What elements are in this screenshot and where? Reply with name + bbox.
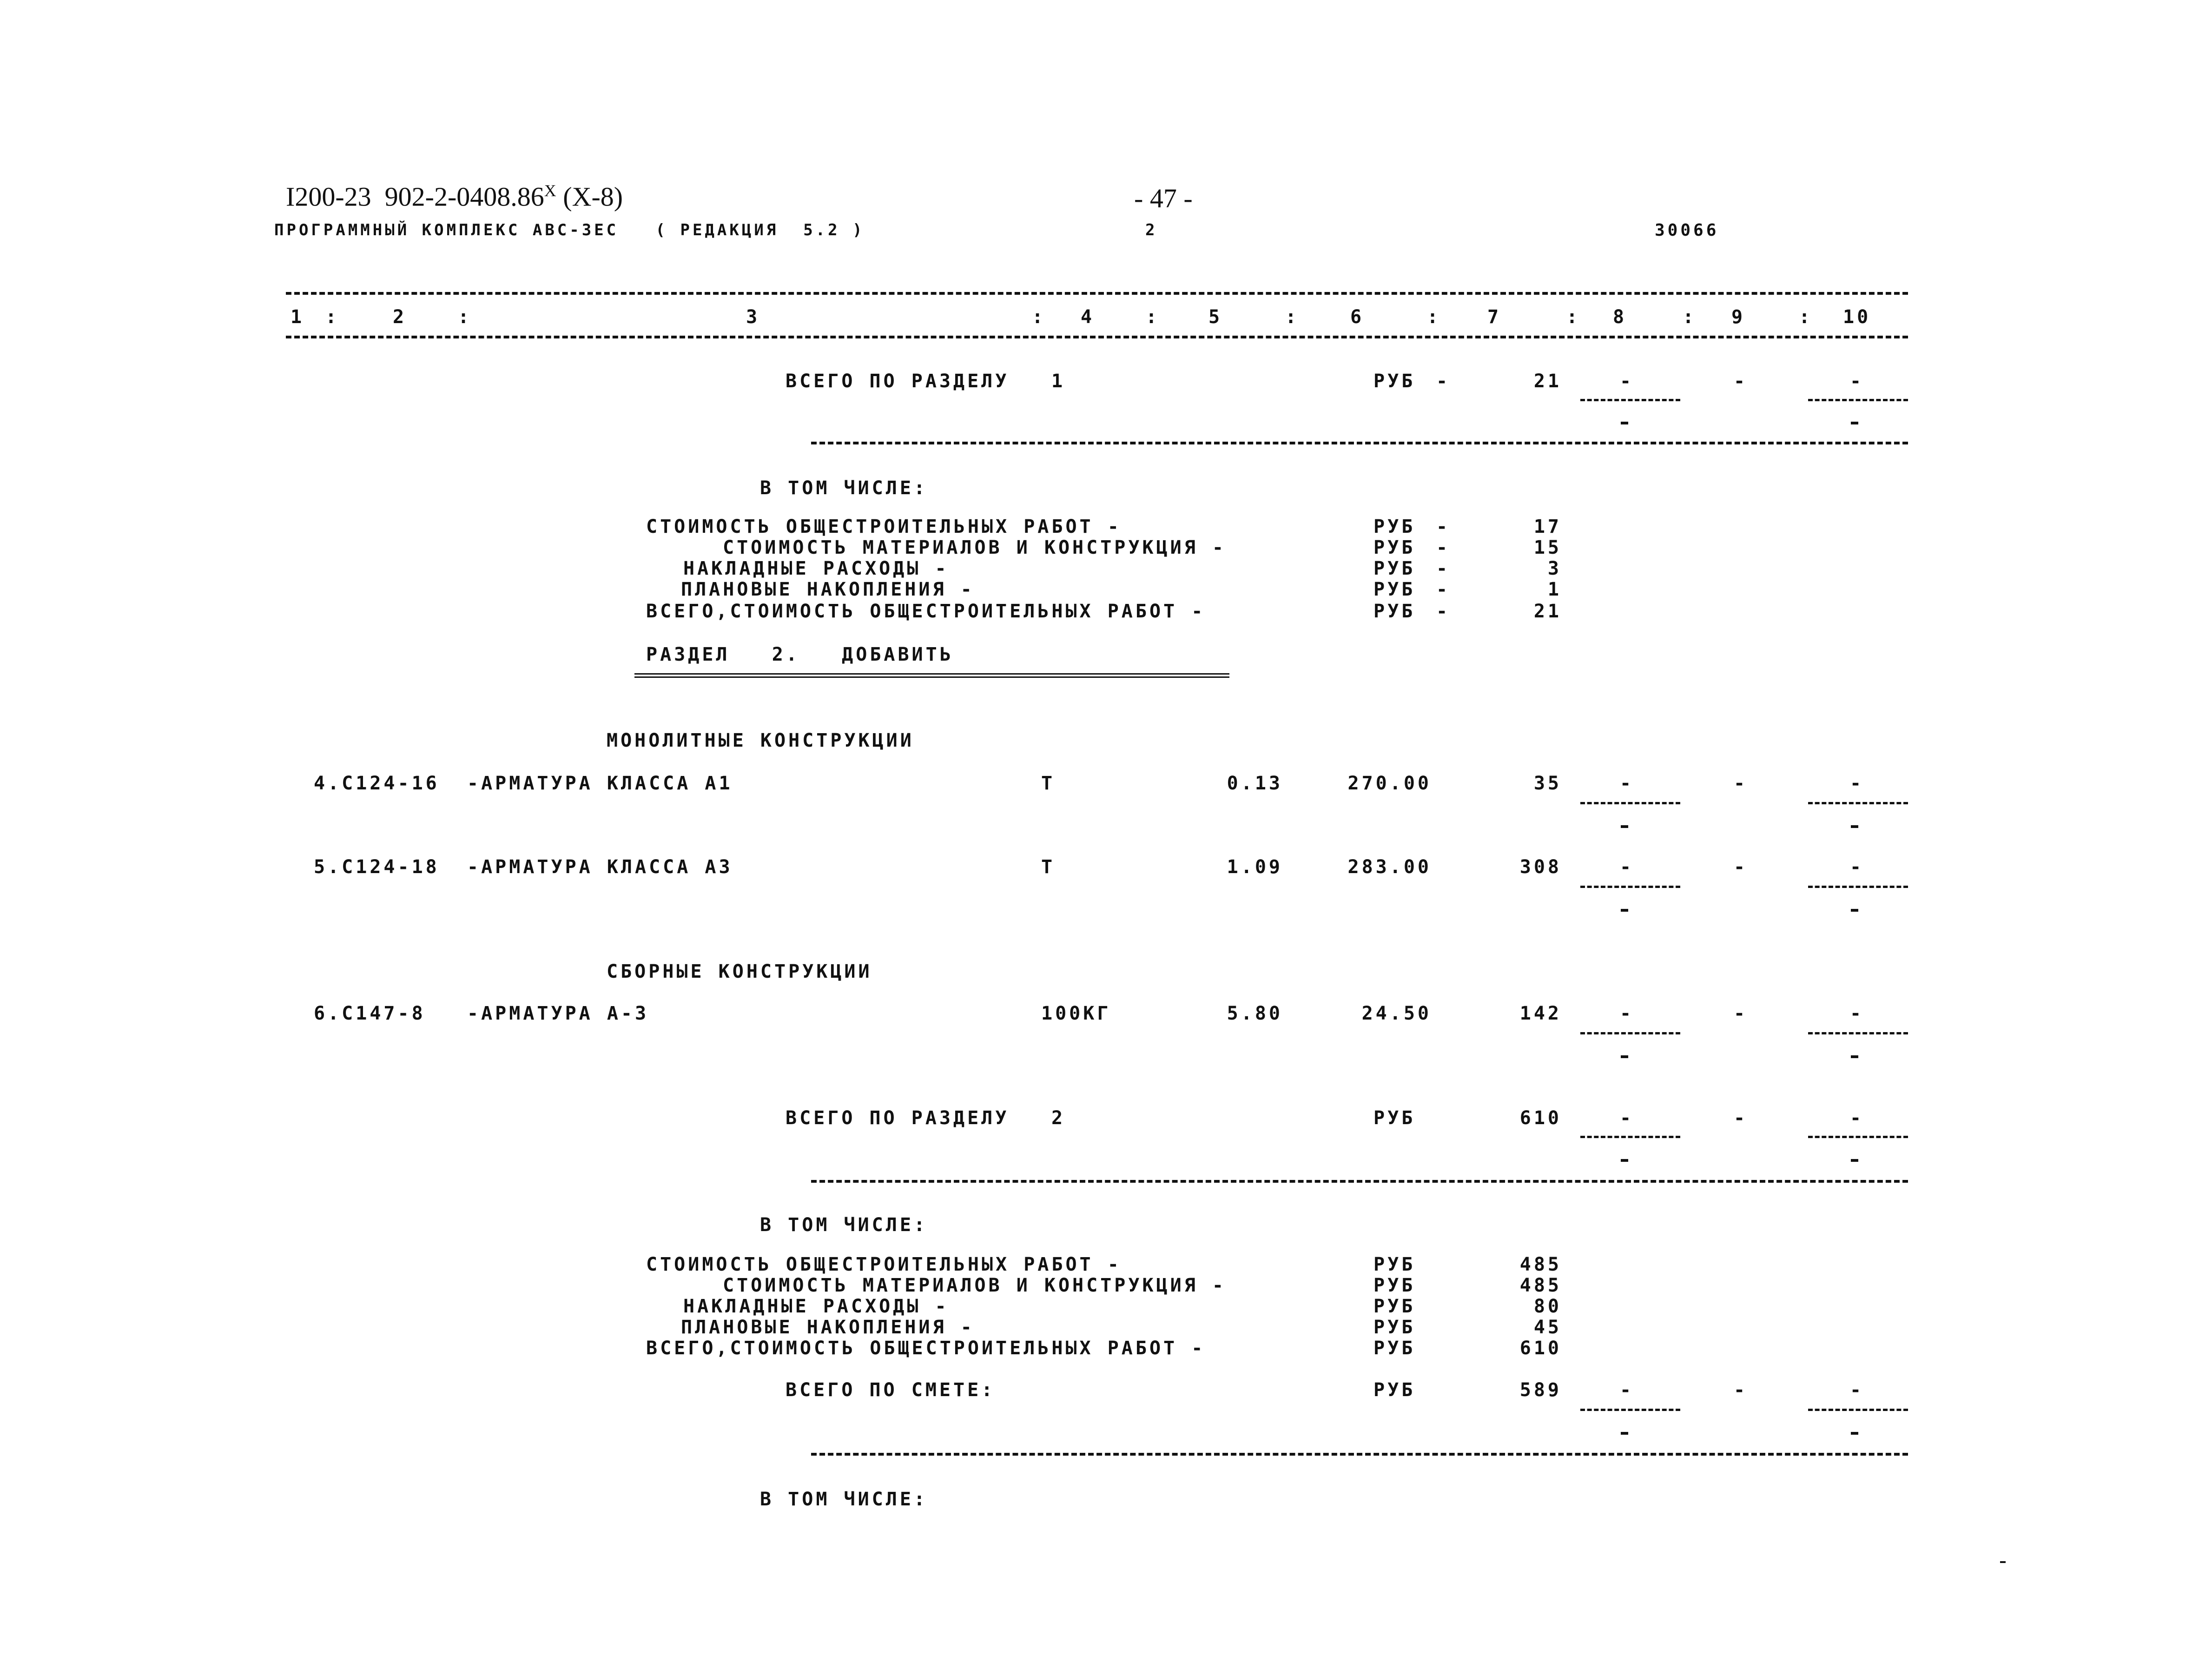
col-8: 8 <box>1613 306 1627 328</box>
breakdown-value: 15 <box>1533 537 1562 558</box>
breakdown-value: 45 <box>1533 1317 1562 1338</box>
item-total: 35 <box>1533 773 1562 794</box>
total-label: ВСЕГО ПО РАЗДЕЛУ <box>786 371 1010 392</box>
item-quantity: 0.13 <box>1227 773 1283 794</box>
item-unit: Т <box>1041 773 1056 794</box>
item-unit: Т <box>1041 856 1056 878</box>
col10-value: - <box>1850 371 1864 392</box>
breakdown-value: 21 <box>1533 601 1562 622</box>
col10-underline <box>1808 399 1908 401</box>
col9-value: - <box>1734 371 1748 392</box>
estimate-total-label: ВСЕГО ПО СМЕТЕ: <box>786 1379 996 1401</box>
col-5: 5 <box>1208 306 1223 328</box>
col10-subvalue <box>1851 1055 1858 1058</box>
col-sep: : <box>1285 306 1300 328</box>
col10-subvalue <box>1851 825 1858 828</box>
section-2-underline <box>634 673 1229 678</box>
item-code: 5.С124-18 <box>314 856 440 878</box>
estimate-rule <box>811 1453 1908 1456</box>
col10-value: - <box>1850 773 1864 794</box>
breakdown-unit: РУБ <box>1373 1275 1416 1296</box>
breakdown-value: 80 <box>1533 1296 1562 1317</box>
breakdown-value: 17 <box>1533 516 1562 537</box>
col10-value: - <box>1850 1379 1864 1401</box>
col-sep: : <box>1146 306 1160 328</box>
col8-value: - <box>1620 1107 1634 1129</box>
col8-underline <box>1580 1136 1680 1138</box>
col9-value: - <box>1734 1003 1748 1024</box>
col-10: 10 <box>1843 306 1871 328</box>
total-value: 21 <box>1533 371 1562 392</box>
breakdown-unit: РУБ <box>1373 1317 1416 1338</box>
total-section-number: 1 <box>1051 371 1066 392</box>
document-code-sup: X <box>544 181 556 200</box>
breakdown-value: 610 <box>1519 1338 1562 1359</box>
breakdown-label: ПЛАНОВЫЕ НАКОПЛЕНИЯ - <box>681 579 975 600</box>
col8-subvalue <box>1621 909 1628 912</box>
col-sep: : <box>1566 306 1581 328</box>
col-4: 4 <box>1081 306 1095 328</box>
item-unit: 100КГ <box>1041 1003 1111 1024</box>
breakdown-dash: - <box>1436 579 1451 600</box>
col8-underline <box>1580 1032 1680 1034</box>
total-unit: РУБ <box>1373 371 1416 392</box>
estimate-total-value: 589 <box>1519 1379 1562 1401</box>
col8-underline <box>1580 399 1680 401</box>
breakdown-label: НАКЛАДНЫЕ РАСХОДЫ - <box>683 558 949 579</box>
col10-underline <box>1808 1136 1908 1138</box>
col8-subvalue <box>1621 1055 1628 1058</box>
breakdown-unit: РУБ <box>1373 1338 1416 1359</box>
breakdown-unit: РУБ <box>1373 1254 1416 1275</box>
col10-value: - <box>1850 856 1864 878</box>
col10-subvalue <box>1851 909 1858 912</box>
col-sep: : <box>1427 306 1441 328</box>
col8-value: - <box>1620 1003 1634 1024</box>
group-title-prefab: СБОРНЫЕ КОНСТРУКЦИИ <box>607 961 872 982</box>
sheet-number: 2 <box>1145 221 1158 239</box>
col-sep: : <box>458 306 472 328</box>
section-2-title: РАЗДЕЛ 2. ДОБАВИТЬ <box>646 644 954 665</box>
breakdown-value: 3 <box>1547 558 1562 579</box>
col10-value: - <box>1850 1003 1864 1024</box>
col10-underline <box>1808 886 1908 888</box>
header-rule-top <box>286 292 1908 295</box>
col8-underline <box>1580 802 1680 804</box>
breakdown-label: ВСЕГО,СТОИМОСТЬ ОБЩЕСТРОИТЕЛЬНЫХ РАБОТ - <box>646 1338 1206 1359</box>
col10-subvalue <box>1851 1159 1858 1162</box>
item-code: 4.С124-16 <box>314 773 440 794</box>
page-number: - 47 - <box>1134 183 1193 213</box>
col8-value: - <box>1620 773 1634 794</box>
breakdown-unit: РУБ <box>1373 601 1416 622</box>
col8-underline <box>1580 886 1680 888</box>
col8-subvalue <box>1621 1432 1628 1435</box>
program-name: ПРОГРАММНЫЙ КОМПЛЕКС АВС-ЗЕС ( РЕДАКЦИЯ 5.2 ) <box>274 221 865 239</box>
col9-value: - <box>1734 1379 1748 1401</box>
breakdown-label: СТОИМОСТЬ ОБЩЕСТРОИТЕЛЬНЫХ РАБОТ - <box>646 1254 1122 1275</box>
breakdown-value: 1 <box>1547 579 1562 600</box>
col10-subvalue <box>1851 1432 1858 1435</box>
col9-value: - <box>1734 773 1748 794</box>
col8-value: - <box>1620 371 1634 392</box>
col-sep: : <box>325 306 340 328</box>
breakdown-dash: - <box>1436 601 1451 622</box>
col8-underline <box>1580 1409 1680 1411</box>
scan-speck <box>2000 1561 2006 1563</box>
breakdown-label: СТОИМОСТЬ МАТЕРИАЛОВ И КОНСТРУКЦИЯ - <box>723 537 1226 558</box>
breakdown-label: ВСЕГО,СТОИМОСТЬ ОБЩЕСТРОИТЕЛЬНЫХ РАБОТ - <box>646 601 1206 622</box>
including-title: В ТОМ ЧИСЛЕ: <box>760 1214 928 1236</box>
item-price: 24.50 <box>1361 1003 1432 1024</box>
breakdown-unit: РУБ <box>1373 537 1416 558</box>
breakdown-label: НАКЛАДНЫЕ РАСХОДЫ - <box>683 1296 949 1317</box>
col-6: 6 <box>1350 306 1365 328</box>
col9-value: - <box>1734 856 1748 878</box>
breakdown-label: СТОИМОСТЬ МАТЕРИАЛОВ И КОНСТРУКЦИЯ - <box>723 1275 1226 1296</box>
col8-subvalue <box>1621 1159 1628 1162</box>
document-number: 30066 <box>1655 221 1719 240</box>
item-quantity: 5.80 <box>1227 1003 1283 1024</box>
col-3: 3 <box>746 306 760 328</box>
breakdown-dash: - <box>1436 537 1451 558</box>
total-unit: РУБ <box>1373 1107 1416 1129</box>
breakdown-label: ПЛАНОВЫЕ НАКОПЛЕНИЯ - <box>681 1317 975 1338</box>
group-title-monolithic: МОНОЛИТНЫЕ КОНСТРУКЦИИ <box>607 730 914 751</box>
total-dash: - <box>1436 371 1451 392</box>
breakdown-dash: - <box>1436 558 1451 579</box>
breakdown-unit: РУБ <box>1373 579 1416 600</box>
col8-subvalue <box>1621 825 1628 828</box>
breakdown-unit: РУБ <box>1373 558 1416 579</box>
document-code-main: I200-23 902-2-0408.86 <box>286 181 544 212</box>
item-code: 6.С147-8 <box>314 1003 426 1024</box>
breakdown-value: 485 <box>1519 1275 1562 1296</box>
item-total: 308 <box>1519 856 1562 878</box>
column-header-row <box>0 308 2212 328</box>
document-code-suffix: (X-8) <box>563 181 623 212</box>
section-2-rule <box>811 1180 1908 1183</box>
col-1: 1 <box>291 306 305 328</box>
item-total: 142 <box>1519 1003 1562 1024</box>
including-title: В ТОМ ЧИСЛЕ: <box>760 477 928 499</box>
col10-underline <box>1808 802 1908 804</box>
col-sep: : <box>1683 306 1697 328</box>
col8-value: - <box>1620 856 1634 878</box>
breakdown-unit: РУБ <box>1373 516 1416 537</box>
section-1-rule <box>811 442 1908 444</box>
breakdown-value: 485 <box>1519 1254 1562 1275</box>
item-price: 270.00 <box>1347 773 1432 794</box>
header-rule-bottom <box>286 336 1908 338</box>
breakdown-dash: - <box>1436 516 1451 537</box>
item-quantity: 1.09 <box>1227 856 1283 878</box>
col8-value: - <box>1620 1379 1634 1401</box>
total-label: ВСЕГО ПО РАЗДЕЛУ <box>786 1107 1010 1129</box>
item-name: -АРМАТУРА КЛАССА А1 <box>467 773 733 794</box>
total-section-number: 2 <box>1051 1107 1066 1129</box>
including-title: В ТОМ ЧИСЛЕ: <box>760 1489 928 1510</box>
item-name: -АРМАТУРА А-3 <box>467 1003 649 1024</box>
col-2: 2 <box>393 306 407 328</box>
total-value: 610 <box>1519 1107 1562 1129</box>
col10-underline <box>1808 1409 1908 1411</box>
col-7: 7 <box>1487 306 1502 328</box>
estimate-total-unit: РУБ <box>1373 1379 1416 1401</box>
col-sep: : <box>1032 306 1046 328</box>
document-code <box>286 182 623 210</box>
col10-underline <box>1808 1032 1908 1034</box>
col-sep: : <box>1799 306 1813 328</box>
col10-value: - <box>1850 1107 1864 1129</box>
col9-value: - <box>1734 1107 1748 1129</box>
breakdown-label: СТОИМОСТЬ ОБЩЕСТРОИТЕЛЬНЫХ РАБОТ - <box>646 516 1122 537</box>
col10-subvalue <box>1851 422 1858 424</box>
col-9: 9 <box>1731 306 1746 328</box>
breakdown-unit: РУБ <box>1373 1296 1416 1317</box>
item-name: -АРМАТУРА КЛАССА А3 <box>467 856 733 878</box>
col8-subvalue <box>1621 422 1628 424</box>
item-price: 283.00 <box>1347 856 1432 878</box>
